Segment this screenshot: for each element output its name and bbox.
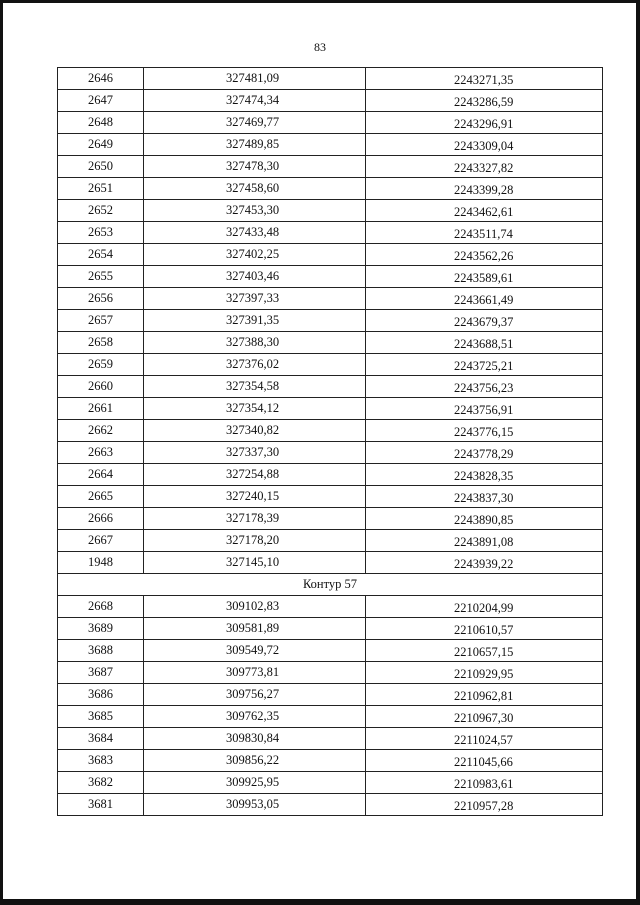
point-number-cell: 2666 xyxy=(58,508,144,530)
x-coordinate-cell: 309925,95 xyxy=(144,772,366,794)
point-number-cell: 3684 xyxy=(58,728,144,750)
x-coordinate-cell: 327145,10 xyxy=(144,552,366,574)
table-row xyxy=(58,310,603,332)
table-row xyxy=(58,68,603,90)
point-number-cell: 2664 xyxy=(58,464,144,486)
table-row xyxy=(58,288,603,310)
table-row xyxy=(58,332,603,354)
x-coordinate-cell: 309856,22 xyxy=(144,750,366,772)
y-coordinate-cell: 2243309,04 xyxy=(366,134,603,156)
y-coordinate-cell: 2243939,22 xyxy=(366,552,603,574)
x-coordinate-cell: 327391,35 xyxy=(144,310,366,332)
x-coordinate-cell: 327388,30 xyxy=(144,332,366,354)
table-row xyxy=(58,486,603,508)
table-row xyxy=(58,552,603,574)
table-row xyxy=(58,662,603,684)
point-number-cell: 2652 xyxy=(58,200,144,222)
y-coordinate-cell: 2243327,82 xyxy=(366,156,603,178)
table-row xyxy=(58,750,603,772)
y-coordinate-cell: 2243837,30 xyxy=(366,486,603,508)
y-coordinate-cell: 2210957,28 xyxy=(366,794,603,816)
point-number-cell: 2667 xyxy=(58,530,144,552)
y-coordinate-cell: 2243776,15 xyxy=(366,420,603,442)
coordinates-table-body xyxy=(58,68,603,816)
y-coordinate-cell: 2210983,61 xyxy=(366,772,603,794)
x-coordinate-cell: 327474,34 xyxy=(144,90,366,112)
point-number-cell: 2656 xyxy=(58,288,144,310)
y-coordinate-cell: 2243756,91 xyxy=(366,398,603,420)
x-coordinate-cell: 327402,25 xyxy=(144,244,366,266)
x-coordinate-cell: 327433,48 xyxy=(144,222,366,244)
y-coordinate-cell: 2243679,37 xyxy=(366,310,603,332)
table-row xyxy=(58,420,603,442)
table-row xyxy=(58,618,603,640)
x-coordinate-cell: 327254,88 xyxy=(144,464,366,486)
x-coordinate-cell: 327469,77 xyxy=(144,112,366,134)
x-coordinate-cell: 309549,72 xyxy=(144,640,366,662)
table-row xyxy=(58,90,603,112)
table-row xyxy=(58,640,603,662)
y-coordinate-cell: 2210967,30 xyxy=(366,706,603,728)
x-coordinate-cell: 327376,02 xyxy=(144,354,366,376)
point-number-cell: 2651 xyxy=(58,178,144,200)
point-number-cell: 2661 xyxy=(58,398,144,420)
x-coordinate-cell: 327489,85 xyxy=(144,134,366,156)
y-coordinate-cell: 2243271,35 xyxy=(366,68,603,90)
section-title: Контур 57 xyxy=(58,574,603,596)
table-row xyxy=(58,794,603,816)
x-coordinate-cell: 327354,12 xyxy=(144,398,366,420)
point-number-cell: 2660 xyxy=(58,376,144,398)
x-coordinate-cell: 327240,15 xyxy=(144,486,366,508)
x-coordinate-cell: 327178,39 xyxy=(144,508,366,530)
x-coordinate-cell: 309830,84 xyxy=(144,728,366,750)
x-coordinate-cell: 309953,05 xyxy=(144,794,366,816)
table-row xyxy=(58,354,603,376)
y-coordinate-cell: 2211024,57 xyxy=(366,728,603,750)
table-row xyxy=(58,464,603,486)
point-number-cell: 3689 xyxy=(58,618,144,640)
x-coordinate-cell: 327403,46 xyxy=(144,266,366,288)
point-number-cell: 2648 xyxy=(58,112,144,134)
point-number-cell: 2657 xyxy=(58,310,144,332)
table-row xyxy=(58,376,603,398)
point-number-cell: 2653 xyxy=(58,222,144,244)
table-row xyxy=(58,244,603,266)
table-row xyxy=(58,508,603,530)
y-coordinate-cell: 2243286,59 xyxy=(366,90,603,112)
table-row xyxy=(58,684,603,706)
y-coordinate-cell: 2243661,49 xyxy=(366,288,603,310)
point-number-cell: 2659 xyxy=(58,354,144,376)
point-number-cell: 3688 xyxy=(58,640,144,662)
point-number-cell: 2668 xyxy=(58,596,144,618)
x-coordinate-cell: 309756,27 xyxy=(144,684,366,706)
table-row xyxy=(58,156,603,178)
y-coordinate-cell: 2243756,23 xyxy=(366,376,603,398)
point-number-cell: 3681 xyxy=(58,794,144,816)
table-row xyxy=(58,530,603,552)
coordinates-table xyxy=(57,67,603,816)
y-coordinate-cell: 2243399,28 xyxy=(366,178,603,200)
y-coordinate-cell: 2210929,95 xyxy=(366,662,603,684)
x-coordinate-cell: 327178,20 xyxy=(144,530,366,552)
scan-border-right xyxy=(636,0,640,905)
table-row xyxy=(58,112,603,134)
y-coordinate-cell: 2243296,91 xyxy=(366,112,603,134)
x-coordinate-cell: 327458,60 xyxy=(144,178,366,200)
table-row xyxy=(58,772,603,794)
y-coordinate-cell: 2243778,29 xyxy=(366,442,603,464)
table-row xyxy=(58,728,603,750)
point-number-cell: 3687 xyxy=(58,662,144,684)
x-coordinate-cell: 327481,09 xyxy=(144,68,366,90)
y-coordinate-cell: 2210610,57 xyxy=(366,618,603,640)
y-coordinate-cell: 2210962,81 xyxy=(366,684,603,706)
page-number: 83 xyxy=(314,40,326,54)
x-coordinate-cell: 327354,58 xyxy=(144,376,366,398)
y-coordinate-cell: 2210657,15 xyxy=(366,640,603,662)
point-number-cell: 3686 xyxy=(58,684,144,706)
point-number-cell: 2665 xyxy=(58,486,144,508)
y-coordinate-cell: 2243891,08 xyxy=(366,530,603,552)
point-number-cell: 2658 xyxy=(58,332,144,354)
scan-border-left xyxy=(0,0,3,905)
point-number-cell: 2650 xyxy=(58,156,144,178)
point-number-cell: 2647 xyxy=(58,90,144,112)
x-coordinate-cell: 327453,30 xyxy=(144,200,366,222)
table-row xyxy=(58,200,603,222)
table-row xyxy=(58,398,603,420)
x-coordinate-cell: 309581,89 xyxy=(144,618,366,640)
point-number-cell: 2663 xyxy=(58,442,144,464)
point-number-cell: 2655 xyxy=(58,266,144,288)
x-coordinate-cell: 327340,82 xyxy=(144,420,366,442)
point-number-cell: 2646 xyxy=(58,68,144,90)
table-row xyxy=(58,596,603,618)
y-coordinate-cell: 2243688,51 xyxy=(366,332,603,354)
point-number-cell: 2649 xyxy=(58,134,144,156)
y-coordinate-cell: 2243562,26 xyxy=(366,244,603,266)
y-coordinate-cell: 2243890,85 xyxy=(366,508,603,530)
y-coordinate-cell: 2243725,21 xyxy=(366,354,603,376)
scan-border-top xyxy=(0,0,640,3)
scan-border-bottom xyxy=(0,899,640,905)
table-row xyxy=(58,442,603,464)
y-coordinate-cell: 2243589,61 xyxy=(366,266,603,288)
y-coordinate-cell: 2211045,66 xyxy=(366,750,603,772)
y-coordinate-cell: 2243511,74 xyxy=(366,222,603,244)
x-coordinate-cell: 309773,81 xyxy=(144,662,366,684)
x-coordinate-cell: 309102,83 xyxy=(144,596,366,618)
table-row xyxy=(58,134,603,156)
table-row xyxy=(58,178,603,200)
table-row xyxy=(58,266,603,288)
point-number-cell: 3685 xyxy=(58,706,144,728)
point-number-cell: 1948 xyxy=(58,552,144,574)
point-number-cell: 2654 xyxy=(58,244,144,266)
point-number-cell: 2662 xyxy=(58,420,144,442)
x-coordinate-cell: 327478,30 xyxy=(144,156,366,178)
point-number-cell: 3683 xyxy=(58,750,144,772)
section-row xyxy=(58,574,603,596)
point-number-cell: 3682 xyxy=(58,772,144,794)
x-coordinate-cell: 309762,35 xyxy=(144,706,366,728)
table-row xyxy=(58,706,603,728)
x-coordinate-cell: 327337,30 xyxy=(144,442,366,464)
y-coordinate-cell: 2243828,35 xyxy=(366,464,603,486)
y-coordinate-cell: 2243462,61 xyxy=(366,200,603,222)
table-row xyxy=(58,222,603,244)
y-coordinate-cell: 2210204,99 xyxy=(366,596,603,618)
x-coordinate-cell: 327397,33 xyxy=(144,288,366,310)
